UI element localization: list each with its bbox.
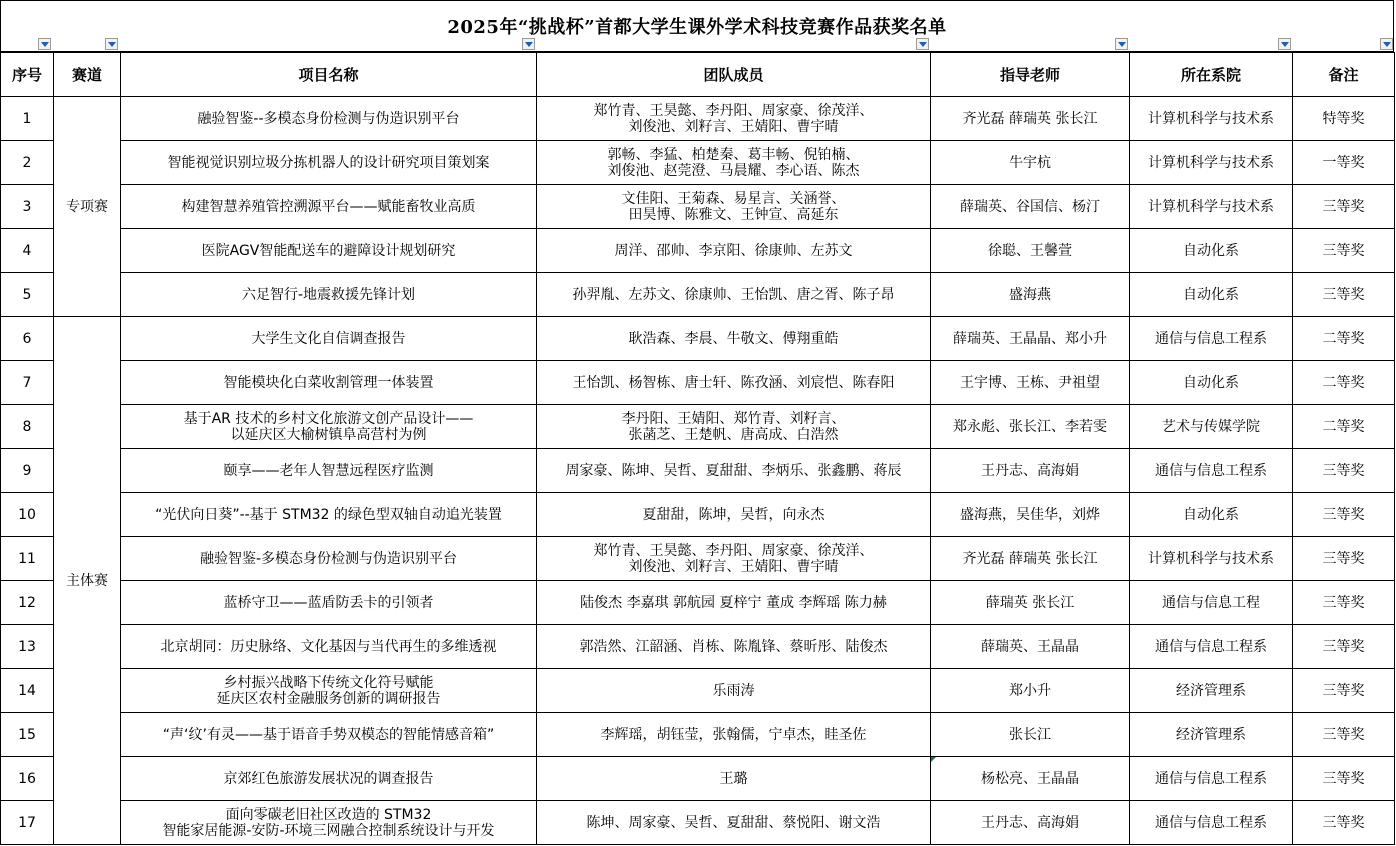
table-row <box>1 669 1395 713</box>
cell-team-line: 郭浩然、江韶涵、肖栋、陈胤锋、蔡昕彤、陆俊杰 <box>579 638 888 655</box>
cell-team[interactable] <box>537 405 931 449</box>
cell-index[interactable]: 16 <box>1 757 54 801</box>
cell-team-line: 王怡凯、杨智栋、唐士轩、陈孜涵、刘宸恺、陈春阳 <box>572 374 895 391</box>
cell-department[interactable]: 通信与信息工程系 <box>1130 449 1293 493</box>
cell-note[interactable]: 三等奖 <box>1293 801 1395 845</box>
cell-team[interactable] <box>537 229 931 273</box>
header-team[interactable]: 团队成员 <box>537 53 931 97</box>
filter-dropdown-icon[interactable] <box>1115 38 1128 50</box>
cell-index[interactable]: 10 <box>1 493 54 537</box>
cell-project-line: 智能视觉识别垃圾分拣机器人的设计研究项目策划案 <box>167 154 490 171</box>
cell-advisor[interactable]: 盛海燕，吴佳华，刘烨 <box>931 493 1130 537</box>
cell-team-line: 乐雨涛 <box>712 682 755 699</box>
cell-note[interactable]: 二等奖 <box>1293 317 1395 361</box>
header-track[interactable]: 赛道 <box>54 53 121 97</box>
cell-project[interactable] <box>121 229 537 273</box>
cell-team[interactable] <box>537 493 931 537</box>
filter-dropdown-icon[interactable] <box>1380 38 1393 50</box>
cell-project-line: 面向零碳老旧社区改造的 STM32 <box>225 806 432 823</box>
cell-team-line: 刘俊池、赵莞澄、马晨耀、李心语、陈杰 <box>607 162 860 179</box>
cell-advisor[interactable]: 薛瑞英、谷国信、杨汀 <box>931 185 1130 229</box>
cell-team-line: 郑竹青、王昊懿、李丹阳、周家豪、徐茂洋、 <box>593 102 874 119</box>
header-note[interactable]: 备注 <box>1293 53 1395 97</box>
cell-project[interactable] <box>121 361 537 405</box>
cell-team-line: 刘俊池、刘籽言、王婧阳、曹宇晴 <box>628 558 839 575</box>
cell-department[interactable]: 自动化系 <box>1130 493 1293 537</box>
cell-team[interactable] <box>537 537 931 581</box>
cell-project-line: 基于AR 技术的乡村文化旅游文创产品设计—— <box>183 410 474 427</box>
cell-project[interactable] <box>121 493 537 537</box>
cell-team[interactable] <box>537 141 931 185</box>
award-table <box>0 52 1395 845</box>
cell-note[interactable]: 一等奖 <box>1293 141 1395 185</box>
cell-project-line: 蓝桥守卫——蓝盾防丢卡的引领者 <box>223 594 434 611</box>
cell-project-line: 六足智行-地震救援先锋计划 <box>241 286 416 303</box>
cell-project-line: 融验智鉴--多模态身份检测与伪造识别平台 <box>197 110 460 127</box>
header-department[interactable]: 所在系院 <box>1130 53 1293 97</box>
cell-note[interactable]: 三等奖 <box>1293 581 1395 625</box>
cell-index[interactable]: 11 <box>1 537 54 581</box>
cell-project-line: 大学生文化自信调查报告 <box>251 330 406 347</box>
cell-team-line: 文佳阳、王菊森、易星言、关涵誉、 <box>621 190 846 207</box>
cell-note[interactable]: 特等奖 <box>1293 97 1395 141</box>
cell-project[interactable] <box>121 757 537 801</box>
cell-index[interactable]: 7 <box>1 361 54 405</box>
cell-department[interactable]: 自动化系 <box>1130 229 1293 273</box>
cell-team-line: 刘俊池、刘籽言、王婧阳、曹宇晴 <box>628 118 839 135</box>
cell-project-line: “光伏向日葵”--基于 STM32 的绿色型双轴自动追光装置 <box>155 506 502 523</box>
cell-team-line: 王璐 <box>719 770 748 787</box>
cell-project[interactable] <box>121 185 537 229</box>
cell-note[interactable]: 三等奖 <box>1293 757 1395 801</box>
header-index[interactable]: 序号 <box>1 53 54 97</box>
table-row <box>1 273 1395 317</box>
cell-department[interactable]: 计算机科学与技术系 <box>1130 185 1293 229</box>
cell-team[interactable] <box>537 581 931 625</box>
cell-note[interactable]: 三等奖 <box>1293 493 1395 537</box>
cell-department[interactable]: 计算机科学与技术系 <box>1130 141 1293 185</box>
cell-index[interactable]: 5 <box>1 273 54 317</box>
table-row <box>1 757 1395 801</box>
table-row <box>1 97 1395 141</box>
cell-track-main[interactable]: 主体赛 <box>54 317 121 845</box>
cell-project-line: “声‘纹’有灵——基于语音手势双模态的智能情感音箱” <box>162 726 495 743</box>
cell-project[interactable] <box>121 713 537 757</box>
cell-project-line: 智能模块化白菜收割管理一体装置 <box>223 374 434 391</box>
table-row <box>1 141 1395 185</box>
cell-department[interactable]: 通信与信息工程系 <box>1130 801 1293 845</box>
filter-dropdown-icon[interactable] <box>1278 38 1291 50</box>
cell-note[interactable]: 三等奖 <box>1293 273 1395 317</box>
cell-department[interactable]: 艺术与传媒学院 <box>1130 405 1293 449</box>
table-row <box>1 405 1395 449</box>
cell-project[interactable] <box>121 801 537 845</box>
cell-team[interactable] <box>537 757 931 801</box>
cell-team-line: 李丹阳、王婧阳、郑竹青、刘籽言、 <box>621 410 846 427</box>
filter-dropdown-icon[interactable] <box>38 38 51 50</box>
cell-advisor[interactable]: 齐光磊 薛瑞英 张长江 <box>931 97 1130 141</box>
cell-index[interactable]: 1 <box>1 97 54 141</box>
cell-project[interactable] <box>121 537 537 581</box>
cell-advisor[interactable]: 齐光磊 薛瑞英 张长江 <box>931 537 1130 581</box>
cell-project-line: 构建智慧养殖管控溯源平台——赋能畜牧业高质 <box>181 198 476 215</box>
title-row <box>0 0 1394 52</box>
table-row <box>1 801 1395 845</box>
filter-dropdown-icon[interactable] <box>522 38 535 50</box>
cell-advisor[interactable]: 王丹志、高海娟 <box>931 449 1130 493</box>
cell-advisor[interactable]: 牛宇杭 <box>931 141 1130 185</box>
cell-department[interactable]: 通信与信息工程 <box>1130 581 1293 625</box>
cell-project[interactable] <box>121 669 537 713</box>
cell-advisor[interactable]: 张长江 <box>931 713 1130 757</box>
cell-team[interactable] <box>537 449 931 493</box>
cell-team[interactable] <box>537 713 931 757</box>
cell-project[interactable] <box>121 273 537 317</box>
cell-department[interactable]: 自动化系 <box>1130 361 1293 405</box>
cell-note[interactable]: 二等奖 <box>1293 361 1395 405</box>
cell-department[interactable]: 计算机科学与技术系 <box>1130 97 1293 141</box>
cell-note[interactable]: 三等奖 <box>1293 229 1395 273</box>
cell-team[interactable] <box>537 801 931 845</box>
cell-team-line: 田昊博、陈雅文、王钟宣、高延东 <box>628 206 839 223</box>
cell-team-line: 周洋、邵帅、李京阳、徐康帅、左苏文 <box>614 242 853 259</box>
cell-team-line: 陈坤、周家豪、吴哲、夏甜甜、蔡悦阳、谢文浩 <box>586 814 881 831</box>
cell-department[interactable]: 经济管理系 <box>1130 713 1293 757</box>
cell-project-line: 医院AGV智能配送车的避障设计规划研究 <box>201 242 456 259</box>
cell-team-line: 郭畅、李猛、柏楚秦、葛丰畅、倪铂楠、 <box>607 146 860 163</box>
cell-advisor[interactable]: 杨松亮、王晶晶 <box>931 757 1130 801</box>
cell-note[interactable]: 三等奖 <box>1293 669 1395 713</box>
cell-note[interactable]: 三等奖 <box>1293 185 1395 229</box>
cell-project[interactable] <box>121 581 537 625</box>
cell-index[interactable]: 9 <box>1 449 54 493</box>
cell-department[interactable]: 经济管理系 <box>1130 669 1293 713</box>
cell-index[interactable]: 13 <box>1 625 54 669</box>
cell-team[interactable] <box>537 97 931 141</box>
cell-project[interactable] <box>121 317 537 361</box>
cell-department[interactable]: 通信与信息工程系 <box>1130 757 1293 801</box>
cell-team-line: 郑竹青、王昊懿、李丹阳、周家豪、徐茂洋、 <box>593 542 874 559</box>
cell-team-line: 张菡芝、王楚帆、唐高成、白浩然 <box>628 426 839 443</box>
cell-project-line: 乡村振兴战略下传统文化符号赋能 <box>223 674 434 691</box>
cell-note[interactable]: 二等奖 <box>1293 405 1395 449</box>
cell-team-line: 周家豪、陈坤、吴哲、夏甜甜、李炳乐、张鑫鹏、蒋辰 <box>565 462 902 479</box>
cell-index[interactable]: 8 <box>1 405 54 449</box>
cell-index[interactable]: 2 <box>1 141 54 185</box>
cell-project[interactable] <box>121 449 537 493</box>
table-row <box>1 713 1395 757</box>
filter-dropdown-icon[interactable] <box>916 38 929 50</box>
cell-team[interactable] <box>537 625 931 669</box>
cell-index[interactable]: 4 <box>1 229 54 273</box>
cell-advisor[interactable]: 王丹志、高海娟 <box>931 801 1130 845</box>
filter-dropdown-icon[interactable] <box>105 38 118 50</box>
cell-advisor[interactable]: 郑永彪、张长江、李若雯 <box>931 405 1130 449</box>
cell-team-line: 陆俊杰 李嘉琪 郭航园 夏梓宁 董成 李辉瑶 陈力赫 <box>580 594 887 611</box>
cell-advisor[interactable]: 薛瑞英、王晶晶 <box>931 625 1130 669</box>
cell-index[interactable]: 12 <box>1 581 54 625</box>
cell-project[interactable] <box>121 625 537 669</box>
header-advisor[interactable]: 指导老师 <box>931 53 1130 97</box>
header-row <box>1 53 1395 97</box>
table-row <box>1 317 1395 361</box>
table-row <box>1 449 1395 493</box>
cell-advisor[interactable]: 郑小升 <box>931 669 1130 713</box>
cell-note[interactable]: 三等奖 <box>1293 449 1395 493</box>
table-row <box>1 537 1395 581</box>
cell-project-line: 北京胡同：历史脉络、文化基因与当代再生的多维透视 <box>160 638 497 655</box>
cell-project[interactable] <box>121 97 537 141</box>
cell-team[interactable] <box>537 361 931 405</box>
cell-project-line: 智能家居能源-安防-环境三网融合控制系统设计与开发 <box>162 822 495 839</box>
cell-team-line: 孙羿胤、左苏文、徐康帅、王怡凯、唐之胥、陈子昂 <box>572 286 895 303</box>
cell-department[interactable]: 通信与信息工程系 <box>1130 317 1293 361</box>
cell-index[interactable]: 6 <box>1 317 54 361</box>
cell-advisor[interactable]: 王宇博、王栋、尹祖望 <box>931 361 1130 405</box>
cell-note[interactable]: 三等奖 <box>1293 625 1395 669</box>
cell-department[interactable]: 计算机科学与技术系 <box>1130 537 1293 581</box>
cell-project-line: 延庆区农村金融服务创新的调研报告 <box>216 690 441 707</box>
cell-department[interactable]: 自动化系 <box>1130 273 1293 317</box>
cell-team[interactable] <box>537 185 931 229</box>
table-row <box>1 361 1395 405</box>
cell-team-line: 李辉瑶，胡钰莹，张翰儒，宁卓杰，眭圣佐 <box>600 726 867 743</box>
cell-project-line: 融验智鉴-多模态身份检测与伪造识别平台 <box>199 550 458 567</box>
cell-project-line: 以延庆区大榆树镇阜高营村为例 <box>230 426 427 443</box>
cell-project-line: 京郊红色旅游发展状况的调查报告 <box>223 770 434 787</box>
cell-team[interactable] <box>537 317 931 361</box>
cell-team[interactable] <box>537 273 931 317</box>
cell-project[interactable] <box>121 405 537 449</box>
cell-department[interactable]: 通信与信息工程系 <box>1130 625 1293 669</box>
cell-index[interactable]: 3 <box>1 185 54 229</box>
cell-team-line: 夏甜甜，陈坤，吴哲，向永杰 <box>642 506 825 523</box>
table-row <box>1 185 1395 229</box>
cell-track-special[interactable]: 专项赛 <box>54 97 121 317</box>
cell-index[interactable]: 17 <box>1 801 54 845</box>
cell-note[interactable]: 三等奖 <box>1293 713 1395 757</box>
cell-advisor[interactable]: 薛瑞英、王晶晶、郑小升 <box>931 317 1130 361</box>
cell-advisor[interactable]: 薛瑞英 张长江 <box>931 581 1130 625</box>
table-row <box>1 493 1395 537</box>
table-row <box>1 229 1395 273</box>
cell-team[interactable] <box>537 669 931 713</box>
table-row <box>1 625 1395 669</box>
cell-project-line: 颐享——老年人智慧远程医疗监测 <box>223 462 434 479</box>
cell-note[interactable]: 三等奖 <box>1293 537 1395 581</box>
cell-advisor[interactable]: 徐聪、王馨萱 <box>931 229 1130 273</box>
cell-team-line: 耿浩森、李晨、牛敬文、傅翔重皓 <box>628 330 839 347</box>
cell-advisor[interactable]: 盛海燕 <box>931 273 1130 317</box>
cell-index[interactable]: 15 <box>1 713 54 757</box>
cell-index[interactable]: 14 <box>1 669 54 713</box>
header-project[interactable]: 项目名称 <box>121 53 537 97</box>
sheet-title: 2025年“挑战杯”首都大学生课外学术科技竞赛作品获奖名单 <box>447 17 947 38</box>
table-row <box>1 581 1395 625</box>
cell-project[interactable] <box>121 141 537 185</box>
